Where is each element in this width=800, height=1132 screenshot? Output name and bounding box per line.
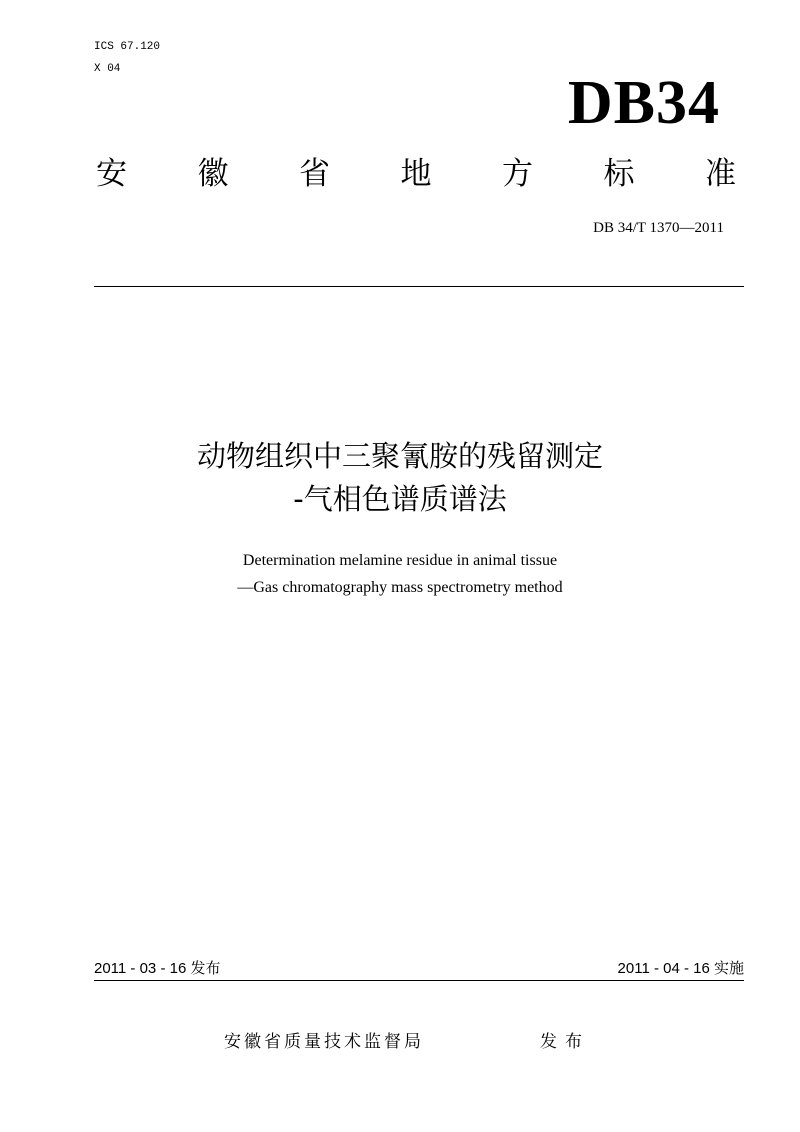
standard-type-char: 省: [299, 156, 330, 192]
english-title-line-1: Determination melamine residue in animal tissue: [242, 552, 558, 569]
standard-type-char: 徽: [197, 156, 229, 192]
implementation-date: 2011 - 04 - 16 实施: [617, 960, 744, 977]
ics-code: ICS 67.120: [94, 41, 161, 53]
standard-type-char: 地: [400, 156, 432, 192]
footer-divider: [94, 980, 744, 981]
standard-type-char: 标: [603, 156, 635, 192]
standard-number: DB 34/T 1370—2011: [593, 220, 724, 236]
issuing-authority: 安徽省质量技术监督局: [224, 1032, 424, 1052]
english-title-line-2: —Gas chromatography mass spectrometry method: [237, 579, 563, 596]
standard-type-char: 安: [96, 156, 127, 192]
standard-type-char: 方: [502, 156, 533, 192]
chinese-title-line-1: 动物组织中三聚氰胺的残留测定: [196, 439, 603, 473]
publish-label: 发布: [540, 1032, 590, 1052]
standard-code-mark: DB34: [567, 69, 720, 137]
header-divider: [94, 286, 744, 287]
standard-type-title: [96, 154, 736, 194]
chinese-title-line-2: -气相色谱质谱法: [293, 482, 507, 516]
classification-code: X 04: [94, 63, 121, 75]
issue-date: 2011 - 03 - 16 发布: [94, 960, 221, 977]
standard-type-char: 准: [705, 156, 736, 192]
